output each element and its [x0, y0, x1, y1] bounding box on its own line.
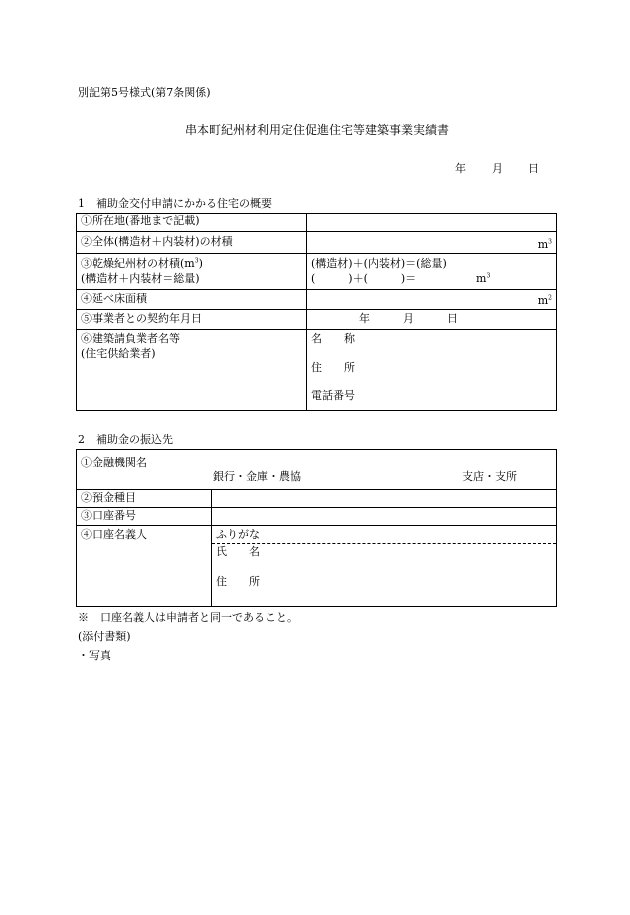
- contractor-address-label: 住 所: [311, 361, 355, 374]
- location-value[interactable]: [307, 214, 557, 232]
- account-number-value[interactable]: [212, 508, 557, 526]
- account-number-label: ③口座番号: [77, 508, 212, 526]
- table-row: [77, 290, 557, 310]
- floor-area-value[interactable]: $m^2$: [307, 290, 557, 310]
- table-row: [77, 330, 557, 411]
- account-holder-note: ※ 口座名義人は申請者と同一であること。: [78, 611, 298, 624]
- contract-date-value[interactable]: 年 月 日: [307, 310, 557, 330]
- dried-wood-label: ③乾燥紀州材の材積$(m^3)$ (構造材＋内装材＝総量): [77, 254, 307, 290]
- contractor-label-line2: (住宅供給業者): [81, 346, 156, 360]
- table-row: [77, 232, 557, 254]
- table-row: [77, 526, 557, 607]
- table-row: [77, 490, 557, 508]
- date-year-label: 年: [455, 162, 466, 175]
- table-row: [77, 214, 557, 232]
- contractor-label: [77, 330, 307, 411]
- table-row: [77, 450, 557, 490]
- bank-name-label: ①金融機関名: [81, 456, 147, 469]
- attachment-item: ・写真: [78, 649, 111, 662]
- bank-types: 銀行・金庫・農協: [213, 470, 301, 483]
- total-wood-label: ②全体(構造材＋内装材)の材積: [77, 232, 307, 254]
- formula-unit: $m^3$: [476, 271, 491, 285]
- formula-line2: ( )＋( )＝: [311, 271, 417, 285]
- bank-transfer-table: [76, 449, 557, 607]
- holder-name-label: 氏 名: [216, 544, 260, 558]
- form-id: 別記第5号様式(第7条関係): [78, 86, 211, 99]
- dried-wood-label-line1-end: ): [198, 256, 203, 270]
- furigana-label: ふりがな: [216, 528, 260, 541]
- account-holder-value[interactable]: [212, 526, 557, 607]
- total-wood-value[interactable]: $m^3$: [307, 232, 557, 254]
- page-title: 串本町紀州材利用定住促進住宅等建築事業実績書: [185, 123, 450, 137]
- dried-wood-value[interactable]: [307, 254, 557, 290]
- unit-m2: m: [537, 294, 549, 308]
- dried-wood-label-line1: ③乾燥紀州材の材積(m: [81, 256, 195, 270]
- branch-types: 支店・支所: [462, 470, 517, 483]
- date-month-label: 月: [492, 162, 503, 175]
- table-row: [77, 254, 557, 290]
- contractor-phone-label: 電話番号: [311, 389, 355, 402]
- floor-area-label: ④延べ床面積: [77, 290, 307, 310]
- location-label: ①所在地(番地まで記載): [77, 214, 307, 232]
- holder-address-label: 住 所: [216, 574, 260, 588]
- attachments-heading: (添付書類): [78, 630, 131, 643]
- account-type-value[interactable]: [212, 490, 557, 508]
- table-row: [77, 508, 557, 526]
- contractor-label-line1: ⑥建築請負業者名等: [81, 332, 180, 345]
- account-type-label: ②預金種目: [77, 490, 212, 508]
- section2-heading: 2 補助金の振込先: [78, 433, 173, 446]
- unit-m3: m: [537, 238, 549, 252]
- account-holder-label: ④口座名義人: [77, 526, 212, 607]
- section1-heading: 1 補助金交付申請にかかる住宅の概要: [78, 197, 272, 210]
- furigana-divider: [212, 543, 556, 544]
- dried-wood-label-line2: (構造材＋内装材＝総量): [81, 271, 200, 285]
- contractor-name-label: 名 称: [311, 332, 355, 345]
- contract-date-label: ⑤事業者との契約年月日: [77, 310, 307, 330]
- table-row: [77, 310, 557, 330]
- bank-name-cell[interactable]: [77, 450, 557, 490]
- formula-line1: (構造材)＋(内装材)＝(総量): [311, 256, 447, 270]
- contractor-value[interactable]: [307, 330, 557, 411]
- housing-summary-table: [76, 213, 557, 411]
- date-day-label: 日: [528, 162, 539, 175]
